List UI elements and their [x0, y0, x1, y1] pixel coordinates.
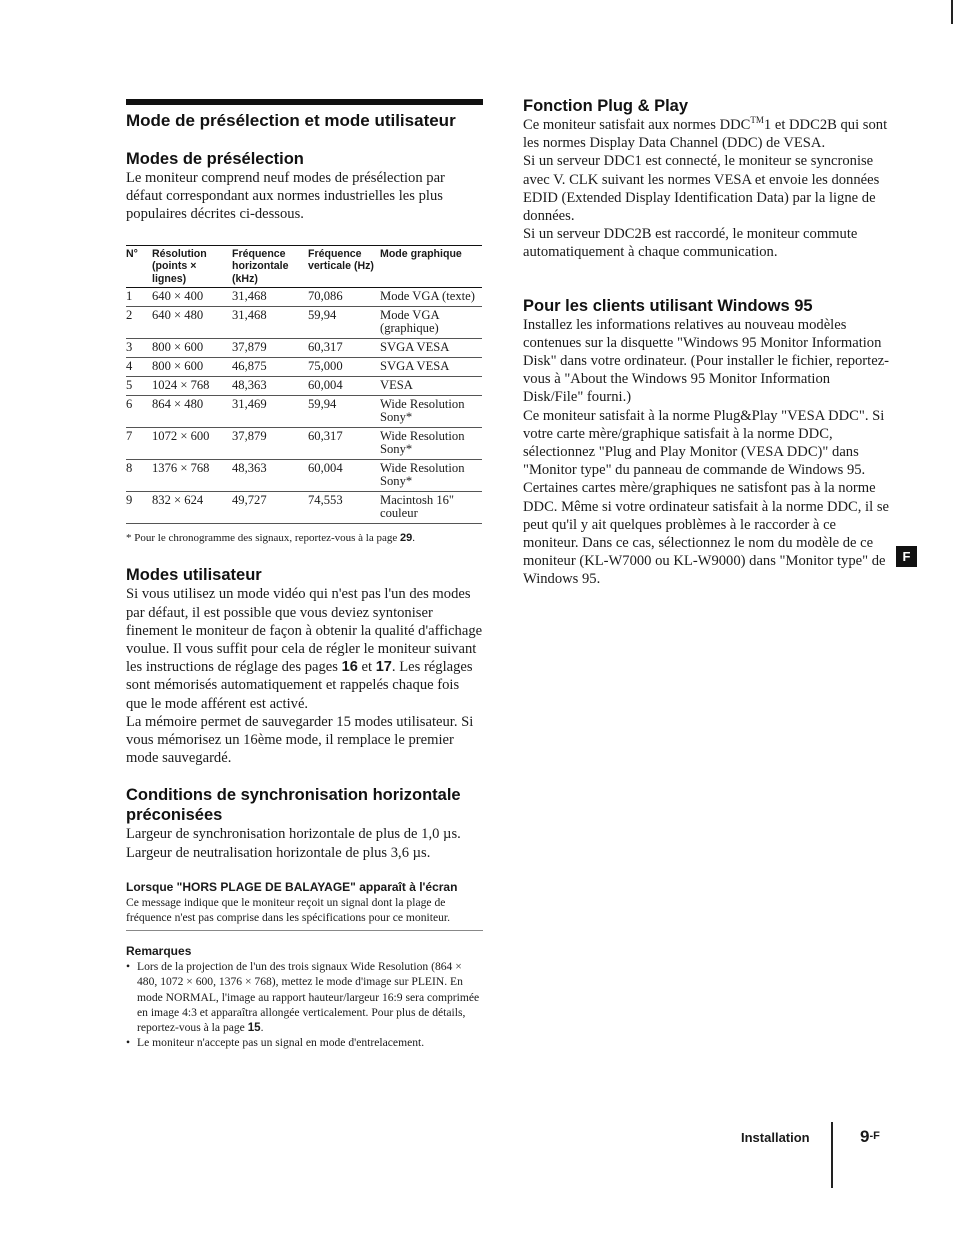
table-row — [126, 339, 482, 358]
table-row — [126, 358, 482, 377]
cell-horizontal-frequency: 48,363 — [232, 377, 308, 396]
col-header-graphic-mode: Mode graphique — [380, 245, 482, 288]
table-row — [126, 428, 482, 460]
cell-vertical-frequency: 59,94 — [308, 307, 380, 339]
cell-resolution: 800 × 600 — [152, 358, 232, 377]
page-number-suffix: -F — [869, 1130, 880, 1142]
cell-graphic-mode: VESA — [380, 377, 482, 396]
cell-graphic-mode: Wide Resolution Sony* — [380, 428, 482, 460]
cell-vertical-frequency: 60,004 — [308, 460, 380, 492]
cell-number: 4 — [126, 358, 152, 377]
remark-1-end: . — [260, 1021, 264, 1035]
cell-graphic-mode: Mode VGA (texte) — [380, 288, 482, 307]
cell-horizontal-frequency: 31,468 — [232, 307, 308, 339]
footnote-page-ref: 29 — [400, 532, 413, 545]
col-header-number: N° — [126, 245, 152, 288]
cell-graphic-mode: Wide Resolution Sony* — [380, 396, 482, 428]
plug-and-play-paragraph-3: Si un serveur DDC2B est raccordé, le moniteur commute automatiquement à chaque communication. — [523, 226, 858, 261]
cell-resolution: 1072 × 600 — [152, 428, 232, 460]
cell-resolution: 640 × 400 — [152, 288, 232, 307]
col-header-resolution: Résolution (points × lignes) — [152, 245, 232, 288]
remark-1-text: Lors de la projection de l'un des trois signaux Wide Resolution (864 × 480, 1072 × 600, 1376 × 768), mettez le mode d'image sur PLEIN. En mode NORMAL, l'image au rapport hauteur/largeur 16:9 sera comprimée en image 4:3 et apparaîtra allongée verticalement. Pour plus de détails, reportez-vous à la page — [137, 960, 480, 1035]
cell-number: 7 — [126, 428, 152, 460]
cell-horizontal-frequency: 37,879 — [232, 428, 308, 460]
language-tab-badge: F — [896, 546, 917, 567]
remarks-list — [126, 959, 483, 1050]
footer-section-label: Installation — [741, 1130, 810, 1145]
table-row — [126, 377, 482, 396]
cell-vertical-frequency: 60,317 — [308, 339, 380, 358]
cell-number: 5 — [126, 377, 152, 396]
cell-horizontal-frequency: 49,727 — [232, 492, 308, 524]
page-number — [860, 1127, 880, 1147]
cell-horizontal-frequency: 31,469 — [232, 396, 308, 428]
cell-vertical-frequency: 75,000 — [308, 358, 380, 377]
out-of-range-heading: Lorsque "HORS PLAGE DE BALAYAGE" apparaît à l'écran — [126, 879, 458, 894]
trademark-mark: TM — [750, 115, 764, 126]
plug-and-play-heading: Fonction Plug & Play — [523, 97, 689, 115]
cell-number: 1 — [126, 288, 152, 307]
user-modes-text-c: . Les réglages sont mémorisés automatiquement et rappelés chaque fois que le mode afférent est activé. — [126, 659, 473, 712]
cell-graphic-mode: Wide Resolution Sony* — [380, 460, 482, 492]
table-header-row — [126, 245, 482, 288]
right-column — [523, 96, 893, 589]
left-column — [126, 99, 483, 1050]
table-body — [126, 288, 482, 524]
cell-resolution: 1376 × 768 — [152, 460, 232, 492]
plug-text-b: 1 et DDC2B qui sont les normes Display Data Channel (DDC) de VESA. — [523, 117, 888, 152]
cell-graphic-mode: SVGA VESA — [380, 358, 482, 377]
footnote-text: * Pour le chronogramme des signaux, reportez-vous à la page — [126, 532, 400, 545]
user-modes-text-a: Si vous utilisez un mode vidéo qui n'est pas l'un des modes par défaut, il est possible que vous deviez syntoniser finement le moniteur de façon à obtenir la qualité d'affichage voulue. Il vous suffit pour cela de régler le moniteur suivant les instructions de réglage des pages — [126, 586, 483, 676]
cell-graphic-mode: Macintosh 16" couleur — [380, 492, 482, 524]
cell-vertical-frequency: 60,004 — [308, 377, 380, 396]
page-edge-mark — [951, 0, 953, 24]
preset-modes-table — [126, 245, 482, 525]
cell-vertical-frequency: 74,553 — [308, 492, 380, 524]
table-row — [126, 307, 482, 339]
page-ref-17: 17 — [375, 659, 392, 676]
col-header-horizontal-frequency: Fréquence horizontale (kHz) — [232, 245, 308, 288]
user-modes-paragraph-1 — [126, 585, 483, 712]
col-header-vertical-frequency: Fréquence verticale (Hz) — [308, 245, 380, 288]
footer-divider — [831, 1122, 833, 1188]
plug-and-play-paragraph-2: Si un serveur DDC1 est connecté, le moniteur se syncronise avec V. CLK suivant les normes VESA et envoie les données EDID (Extended Display Identification Data) par la ligne de données. — [523, 153, 880, 225]
page-ref-16: 16 — [341, 659, 358, 676]
list-item: • Le moniteur n'accepte pas un signal en mode d'entrelacement. — [126, 1035, 483, 1050]
cell-horizontal-frequency: 48,363 — [232, 460, 308, 492]
user-modes-heading: Modes utilisateur — [126, 566, 262, 585]
out-of-range-text: Ce message indique que le moniteur reçoit un signal dont la plage de fréquence n'est pas comprise dans les spécifications pour ce moniteur. — [126, 895, 451, 925]
cell-horizontal-frequency: 31,468 — [232, 288, 308, 307]
preset-modes-text: Le moniteur comprend neuf modes de présélection par défaut correspondant aux normes industrielles les plus populaires décrites ci-dessous. — [126, 170, 445, 223]
windows-95-paragraph-1: Installez les informations relatives au nouveau modèles contenues sur la disquette "Windows 95 Monitor Information Disk" dans votre ordinateur. (Pour installer le fichier, reportez-vous à "About the Windows 95 Monitor Information Disk/File" fourni.) — [523, 316, 890, 406]
page-ref-15: 15 — [247, 1021, 261, 1035]
cell-resolution: 832 × 624 — [152, 492, 232, 524]
cell-number: 8 — [126, 460, 152, 492]
windows-95-paragraph-2: Ce moniteur satisfait à la norme Plug&Play "VESA DDC". Si votre carte mère/graphique satisfait à la norme DDC, sélectionnez "Plug and Play Monitor (VESA DDC)" dans "Monitor type" du panneau de commande de Windows 95. Certaines cartes mère/graphiques ne satisfont pas à la norme DDC. Même si votre ordinateur satisfait à la norme DDC, il se peut qu'il y ait quelques problèmes à le raccorder à ce moniteur. Dans ce cas, sélectionnez le nom du modèle de ce moniteur (KL-W7000 ou KL-W9000) dans "Monitor type" de Windows 95. — [523, 407, 889, 588]
list-item — [126, 959, 483, 1035]
cell-number: 6 — [126, 396, 152, 428]
sync-heading: Conditions de synchronisation horizontale préconisées — [126, 786, 461, 825]
table-row — [126, 492, 482, 524]
remarks-heading: Remarques — [126, 944, 192, 959]
cell-number: 2 — [126, 307, 152, 339]
separator-line — [126, 930, 483, 931]
windows-95-heading: Pour les clients utilisant Windows 95 — [523, 296, 813, 315]
cell-graphic-mode: SVGA VESA — [380, 339, 482, 358]
cell-number: 9 — [126, 492, 152, 524]
cell-vertical-frequency: 59,94 — [308, 396, 380, 428]
section-rule — [126, 99, 483, 105]
table-row — [126, 288, 482, 307]
footnote-end: . — [412, 532, 415, 545]
plug-text-a: Ce moniteur satisfait aux normes DDC — [523, 117, 751, 133]
cell-horizontal-frequency: 37,879 — [232, 339, 308, 358]
main-heading: Mode de présélection et mode utilisateur — [126, 111, 456, 130]
cell-horizontal-frequency: 46,875 — [232, 358, 308, 377]
table-row — [126, 460, 482, 492]
table-footnote — [126, 531, 483, 545]
cell-resolution: 800 × 600 — [152, 339, 232, 358]
cell-resolution: 864 × 480 — [152, 396, 232, 428]
page-number-main: 9 — [860, 1127, 870, 1146]
plug-and-play-paragraph-1 — [523, 116, 893, 152]
sync-paragraph-2: Largeur de neutralisation horizontale de plus 3,6 µs. — [126, 844, 431, 861]
cell-graphic-mode: Mode VGA (graphique) — [380, 307, 482, 339]
preset-modes-heading: Modes de présélection — [126, 150, 304, 168]
cell-resolution: 640 × 480 — [152, 307, 232, 339]
cell-vertical-frequency: 70,086 — [308, 288, 380, 307]
table-row — [126, 396, 482, 428]
cell-resolution: 1024 × 768 — [152, 377, 232, 396]
cell-number: 3 — [126, 339, 152, 358]
sync-paragraph-1: Largeur de synchronisation horizontale de plus de 1,0 µs. — [126, 826, 461, 843]
user-modes-text-b: et — [357, 659, 376, 676]
cell-vertical-frequency: 60,317 — [308, 428, 380, 460]
user-modes-paragraph-2: La mémoire permet de sauvegarder 15 modes utilisateur. Si vous mémorisez un 16ème mode, il remplace le premier mode sauvegardé. — [126, 713, 474, 767]
